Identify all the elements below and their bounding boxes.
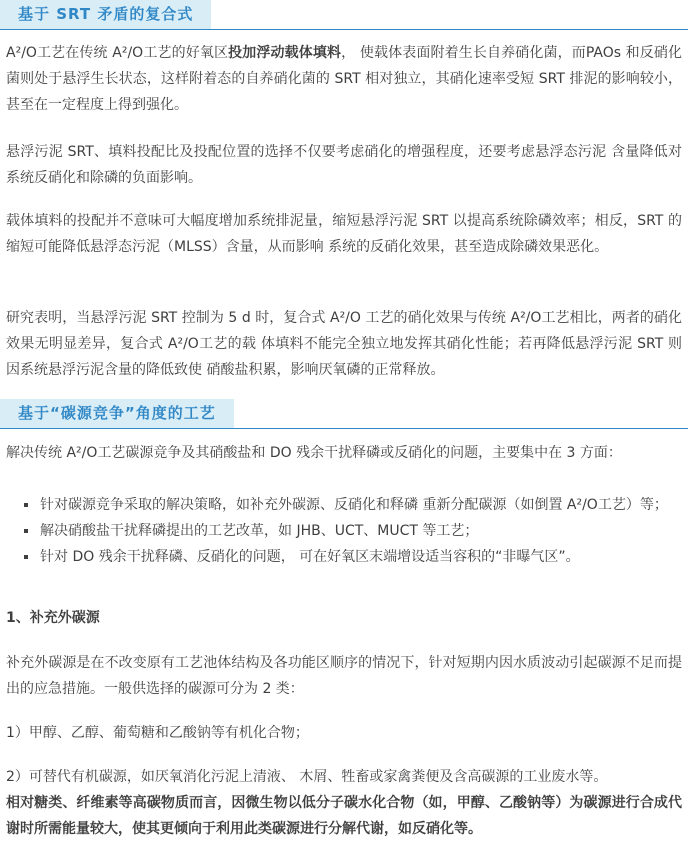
paragraph-carbon-type-2: 2）可替代有机碳源，如厌氧消化污泥上清液、 木屑、牲畜或家禽粪便及含高碳源的工业废水等。: [6, 769, 608, 785]
bullet-list: [18, 492, 680, 570]
paragraph-research-findings: 研究表明，当悬浮污泥 SRT 控制为 5 d 时，复合式 A²/O 工艺的硝化效果与传统 A²/O工艺相比，两者的硝化效果无明显差异，复合式 A²/O工艺的载 体填料不能完全独立地发挥其硝化性能；若再降低悬浮污泥 SRT 则因系统悬浮污泥含量的降低致使 硝酸盐积累，影响厌氧磷的正常释放。: [6, 310, 682, 378]
section-heading-srt: [0, 0, 688, 30]
paragraph-carrier-dosing: 载体填料的投配并不意味可大幅度增加系统排泥量，缩短悬浮污泥 SRT 以提高系统除磷效率；相反，SRT 的 缩短可能降低悬浮态污泥（MLSS）含量，从而影响 系统的反硝化效果，甚至造成除磷效果恶化。: [6, 213, 682, 255]
section-heading-carbon: [0, 399, 688, 429]
list-item: 解决硝酸盐干扰释磷提出的工艺改革，如 JHB、UCT、MUCT 等工艺；: [18, 518, 680, 544]
list-item: 针对碳源竞争采取的解决策略，如补充外碳源、反硝化和释磷 重新分配碳源（如倒置 A²/O工艺）等；: [18, 492, 680, 518]
paragraph-text: ， 使载体表面附着生长自养硝化菌，而PAOs 和反硝化菌则处于悬浮生长状态，这样附着态的自养硝化菌的 SRT 相对独立，其硝化速率受短 SRT 排泥的影响较小，甚至在一定程度上得到强化。: [6, 45, 683, 113]
bold-phrase-carrier-fill: 投加浮动载体填料: [228, 45, 342, 61]
subheading-external-carbon: 1、补充外碳源: [6, 610, 100, 626]
list-item: 针对 DO 残余干扰释磷、反硝化的问题， 可在好氧区末端增设适当容积的“非曝气区”。: [18, 544, 680, 570]
paragraph-text: A²/O工艺在传统 A²/O工艺的好氧区: [6, 45, 229, 61]
section-title-carbon: 基于“碳源竞争”角度的工艺: [0, 399, 234, 428]
paragraph-bold-conclusion: 相对糖类、纤维素等高碳物质而言，因微生物以低分子碳水化合物（如，甲醇、乙酸钠等）为碳源进行合成代谢时所需能量较大，使其更倾向于利用此类碳源进行分解代谢，如反硝化等。: [6, 795, 682, 837]
paragraph-srt-intro: [6, 40, 682, 118]
section-title-srt: 基于 SRT 矛盾的复合式: [0, 0, 211, 29]
paragraph-srt-selection: 悬浮污泥 SRT、填料投配比及投配位置的选择不仅要考虑硝化的增强程度，还要考虑悬浮态污泥 含量降低对系统反硝化和除磷的负面影响。: [6, 144, 682, 186]
paragraph-external-carbon: 补充外碳源是在不改变原有工艺池体结构及各功能区顺序的情况下，针对短期内因水质波动引起碳源不足而提出的应急措施。一般供选择的碳源可分为 2 类：: [6, 655, 682, 697]
paragraph-carbon-intro: 解决传统 A²/O工艺碳源竞争及其硝酸盐和 DO 残余干扰释磷或反硝化的问题，主要集中在 3 方面：: [6, 445, 622, 461]
paragraph-carbon-type-1: 1）甲醇、乙醇、葡萄糖和乙酸钠等有机化合物；: [6, 725, 309, 741]
